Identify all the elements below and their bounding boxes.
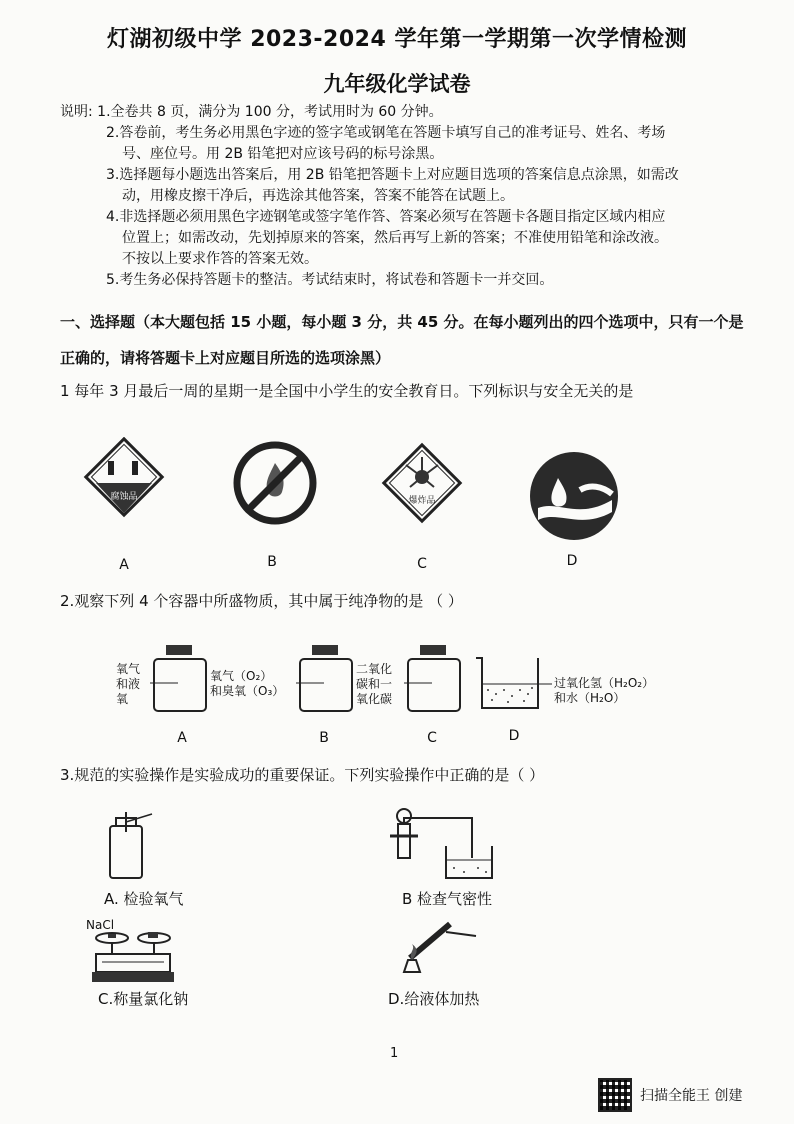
q2-option-d: D xyxy=(508,728,520,744)
question-2-text: 2.观察下列 4 个容器中所盛物质，其中属于纯净物的是 （ ） xyxy=(60,592,463,610)
section-line: 一、选择题（本大题包括 15 小题，每小题 3 分，共 45 分。在每小题列出的四个选项中，只有一个是 xyxy=(60,313,744,331)
jar-c-icon xyxy=(404,643,464,713)
note-line: 3.选择题每小题选出答案后，用 2B 铅笔把答题卡上对应题目选项的答案信息点涂黑，如需改 xyxy=(106,167,679,183)
nacl-label: NaCl xyxy=(86,918,115,932)
q2-d-substance: 过氧化氢（H₂O₂） 和水（H₂O） xyxy=(554,676,655,705)
q1-option-d: D xyxy=(566,553,578,569)
question-3-text: 3.规范的实验操作是实验成功的重要保证。下列实验操作中正确的是（ ） xyxy=(60,766,545,784)
jar-b-icon xyxy=(296,643,356,713)
exam-subtitle: 九年级化学试卷 xyxy=(323,72,471,96)
q1-option-a: A xyxy=(119,557,129,573)
q1-option-b: B xyxy=(267,554,277,570)
svg-text:爆炸品: 爆炸品 xyxy=(408,496,436,506)
q3-option-b: B 检查气密性 xyxy=(402,890,493,908)
section-line: 正确的，请将答题卡上对应题目所选的选项涂黑） xyxy=(60,349,391,367)
water-saving-sign-icon xyxy=(528,450,620,542)
exam-title: 灯湖初级中学 2023-2024 学年第一学期第一次学情检测 xyxy=(107,27,687,52)
explosive-sign-icon xyxy=(376,437,468,529)
jar-a-icon xyxy=(150,643,210,713)
gas-bottle-test-icon xyxy=(98,812,158,882)
question-1-text: 1 每年 3 月最后一周的星期一是全国中小学生的安全教育日。下列标识与安全无关的是 xyxy=(60,382,634,400)
section-heading xyxy=(60,304,750,376)
corrosive-sign-icon xyxy=(78,437,170,547)
page-number: 1 xyxy=(390,1046,399,1061)
note-line: 2.答卷前，考生务必用黑色字迹的签字笔或钢笔在答题卡填写自己的准考证号、姓名、考场 xyxy=(106,125,666,141)
q2-option-b: B xyxy=(319,730,329,746)
q3-option-c: C.称量氯化钠 xyxy=(98,990,189,1008)
balance-scale-icon xyxy=(88,930,178,988)
no-fire-sign-icon xyxy=(230,438,320,528)
heating-liquid-icon xyxy=(396,914,480,980)
note-line: 说明: 1.全卷共 8 页，满分为 100 分，考试用时为 60 分钟。 xyxy=(60,104,443,120)
note-line: 动，用橡皮擦干净后，再选涂其他答案，答案不能答在试题上。 xyxy=(122,188,514,204)
airtightness-check-icon xyxy=(388,806,498,882)
note-line: 位置上；如需改动，先划掉原来的答案，然后再写上新的答案；不准使用铅笔和涂改液。 xyxy=(122,230,668,246)
note-line: 不按以上要求作答的答案无效。 xyxy=(122,251,318,267)
q1-option-c: C xyxy=(417,556,427,572)
q2-a-substance: 氧气 和液 氧 xyxy=(116,662,141,706)
note-line: 号、座位号。用 2B 铅笔把对应该号码的标号涂黑。 xyxy=(122,146,444,162)
q2-c-substance: 二氧化 碳和一 氧化碳 xyxy=(356,662,393,706)
q3-option-d: D.给液体加热 xyxy=(388,990,480,1008)
q3-option-a: A. 检验氧气 xyxy=(104,890,184,908)
scanner-text: 扫描全能王 创建 xyxy=(640,1088,743,1104)
instructions xyxy=(60,102,760,291)
q2-b-substance: 氧气（O₂） 和臭氧（O₃） xyxy=(210,669,285,698)
q2-option-c: C xyxy=(427,730,437,746)
svg-text:腐蚀品: 腐蚀品 xyxy=(110,492,138,502)
beaker-d-icon xyxy=(472,654,552,712)
note-line: 4.非选择题必须用黑色字迹钢笔或签字笔作答、答案必须写在答题卡各题目指定区域内相应 xyxy=(106,209,666,225)
scanner-watermark xyxy=(598,1078,742,1112)
qr-code-icon xyxy=(598,1078,632,1112)
note-line: 5.考生务必保持答题卡的整洁。考试结束时，将试卷和答题卡一并交回。 xyxy=(106,272,554,288)
q2-option-a: A xyxy=(177,730,187,746)
